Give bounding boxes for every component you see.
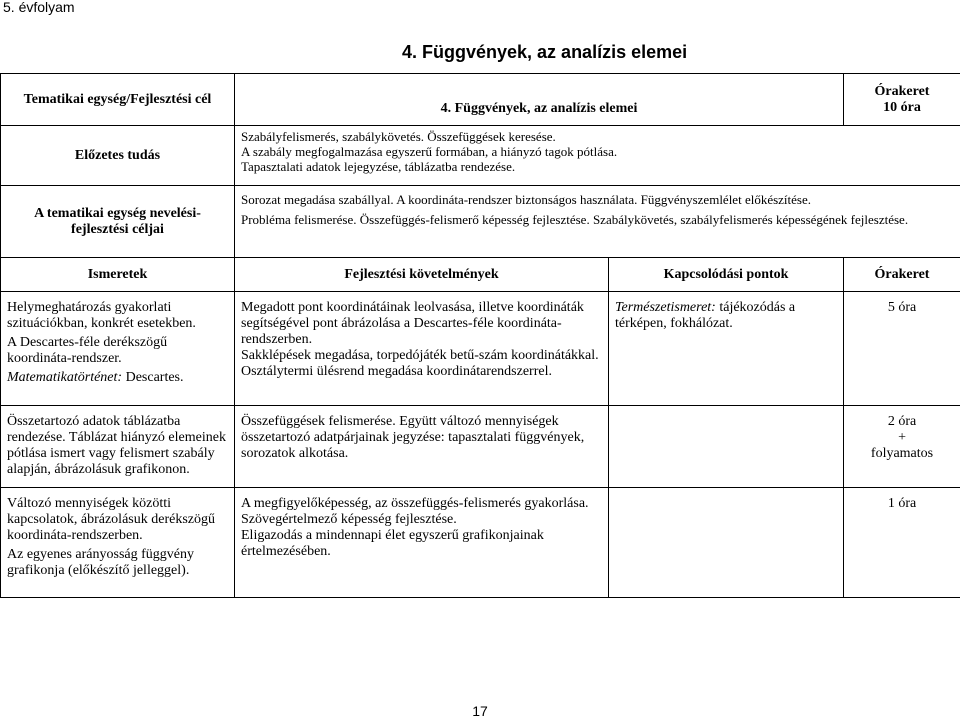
knowledge-cell [1,406,235,488]
hours-text: folyamatos [850,446,954,462]
unit-row [1,74,960,126]
goals-label-line: A tematikai egység nevelési- [7,206,228,222]
column-header-knowledge: Ismeretek [1,258,235,292]
prior-knowledge-line: A szabály megfogalmazása egyszerű formában, a hiányzó tagok pótlása. [241,144,954,159]
prior-knowledge-line: Tapasztalati adatok lejegyzése, táblázatba rendezése. [241,159,954,174]
links-cell [609,406,844,488]
requirements-text: Eligazodás a mindennapi élet egyszerű grafikonjainak értelmezésében. [241,528,602,560]
hours-cell [844,488,960,598]
curriculum-table [0,73,960,598]
column-header-row [1,258,960,292]
links-cell [609,292,844,406]
knowledge-text: A Descartes-féle derékszögű koordináta-rendszer. [7,335,228,367]
page-title: 4. Függvények, az analízis elemei [402,42,687,62]
grade-label: 5. évfolyam [3,0,75,15]
table-row [1,406,960,488]
hours-text: + [850,430,954,446]
table-row [1,488,960,598]
knowledge-cell [1,292,235,406]
goals-label-cell [1,186,235,258]
goals-row [1,186,960,258]
table-row [1,292,960,406]
links-cell [609,488,844,598]
knowledge-text: Változó mennyiségek közötti kapcsolatok, ábrázolásuk derékszögű koordináta-rendszerben. [7,496,228,544]
hours-text: 2 óra [850,414,954,430]
unit-label: Tematikai egység/Fejlesztési cél [24,92,212,107]
links-text [615,300,837,332]
prior-knowledge-label: Előzetes tudás [75,148,160,163]
goals-text: Sorozat megadása szabállyal. A koordináta-rendszer biztonságos használata. Függvényszemlélet előkészítése. [241,192,954,207]
unit-name: 4. Függvények, az analízis elemei [441,101,638,116]
requirements-cell [235,406,609,488]
requirements-cell [235,292,609,406]
unit-name-cell [235,74,844,126]
requirements-text: Sakklépések megadása, torpedójáték betű-szám koordinátákkal. Osztálytermi ülésrend megadása koordinátarendszerrel. [241,348,602,380]
unit-hours-label: Órakeret [850,84,954,100]
unit-label-cell [1,74,235,126]
hours-cell [844,406,960,488]
column-header-hours: Órakeret [844,258,960,292]
knowledge-text [7,370,228,386]
hours-cell [844,292,960,406]
knowledge-italic: Matematikatörténet: [7,370,122,385]
knowledge-text: Összetartozó adatok táblázatba rendezése. Táblázat hiányzó elemeinek pótlása ismert vagy felismert szabály alapján, ábrázolásuk grafikonon. [7,414,228,478]
prior-knowledge-label-cell [1,126,235,186]
hours-text: 1 óra [888,496,916,511]
prior-knowledge-line: Szabályfelismerés, szabálykövetés. Összefüggések keresése. [241,129,954,144]
requirements-text: Összefüggések felismerése. Együtt változó mennyiségek összetartozó adatpárjainak jegyzése: tapasztalati függvények, sorozatok alkotása. [241,414,602,462]
knowledge-text: Helymeghatározás gyakorlati szituációkban, konkrét esetekben. [7,300,228,332]
links-text-rest: tájékozódás a térképen, fokhálózat. [615,300,795,331]
prior-knowledge-content [235,126,960,186]
prior-knowledge-row [1,126,960,186]
requirements-text: A megfigyelőképesség, az összefüggés-felismerés gyakorlása. Szövegértelmező képesség fejlesztése. [241,496,602,528]
goals-content [235,186,960,258]
goals-label-line: fejlesztési céljai [7,222,228,238]
requirements-text: Megadott pont koordinátáinak leolvasása, illetve koordináták segítségével pont ábrázolása a Descartes-féle koordináta-rendszerben. [241,300,602,348]
knowledge-text-rest: Descartes. [122,370,183,385]
links-italic: Természetismeret: [615,300,716,315]
requirements-cell [235,488,609,598]
column-header-requirements: Fejlesztési követelmények [235,258,609,292]
knowledge-text: Az egyenes arányosság függvény grafikonja (előkészítő jelleggel). [7,547,228,579]
unit-hours-value: 10 óra [850,100,954,116]
column-header-links: Kapcsolódási pontok [609,258,844,292]
page-number: 17 [0,703,960,719]
knowledge-cell [1,488,235,598]
goals-text: Probléma felismerése. Összefüggés-felismerő képesség fejlesztése. Szabálykövetés, szabályfelismerés képességének fejlesztése. [241,212,954,227]
hours-text: 5 óra [888,300,916,315]
unit-hours-cell [844,74,960,126]
